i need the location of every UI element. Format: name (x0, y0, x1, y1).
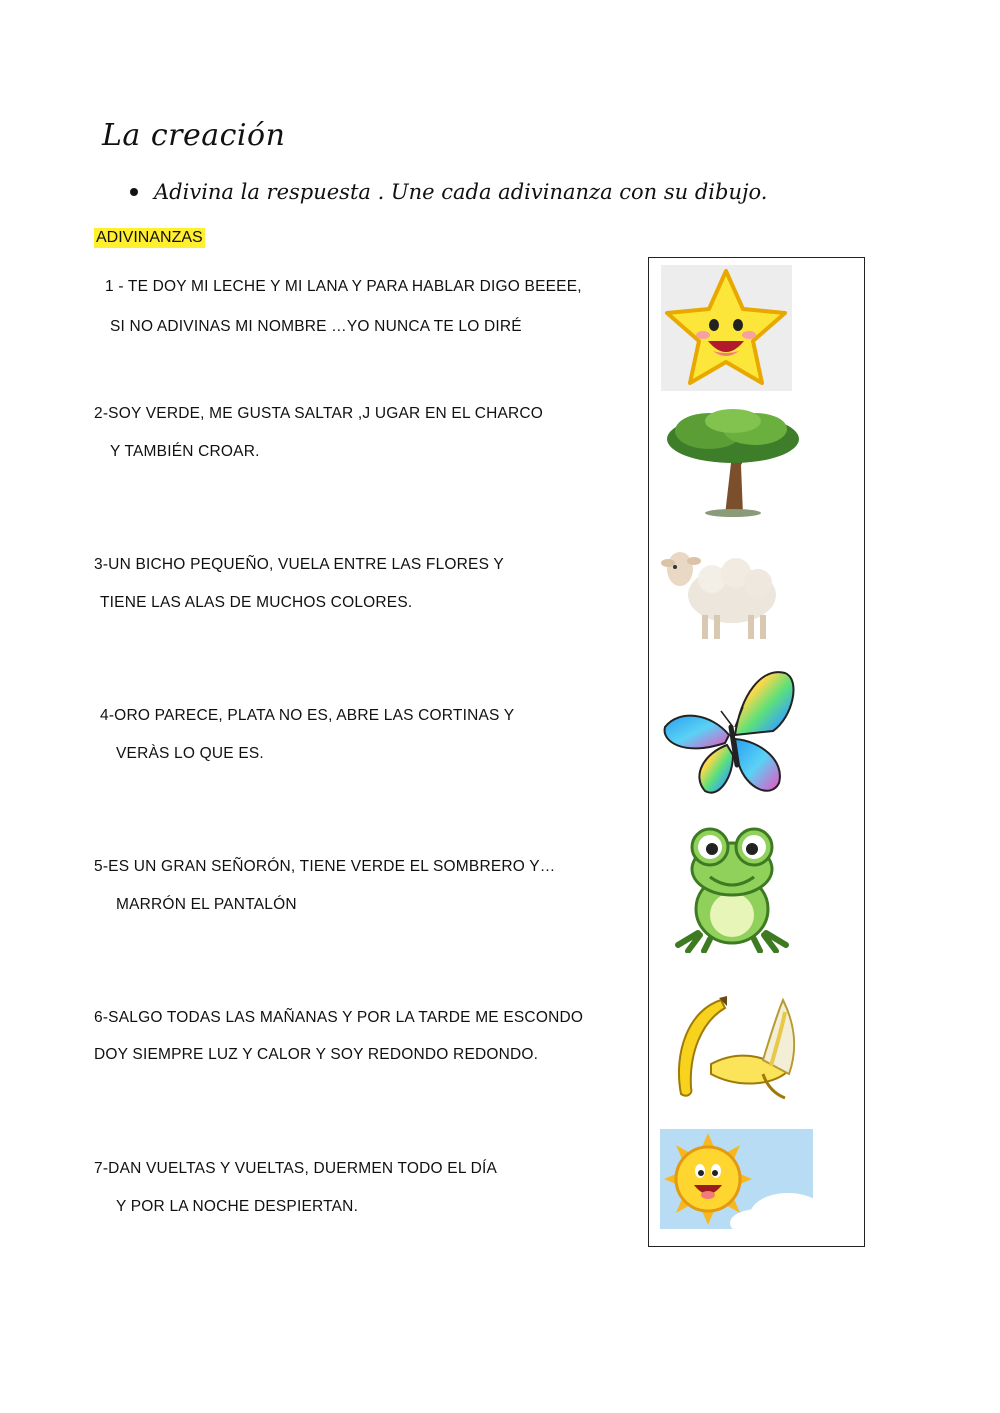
instruction-text: Adivina la respuesta . Une cada adivinanza con su dibujo. (154, 180, 768, 204)
riddle-6-line-1: 6-SALGO TODAS LAS MAÑANAS Y POR LA TARDE ME ESCONDO (94, 1009, 584, 1026)
frog-picture[interactable] (670, 823, 794, 953)
riddle-2-line-2: Y TAMBIÉN CROAR. (110, 443, 260, 460)
section-label: ADIVINANZAS (96, 229, 203, 246)
tree-picture[interactable] (663, 403, 801, 517)
riddle-3-line-2: TIENE LAS ALAS DE MUCHOS COLORES. (100, 594, 413, 611)
star-picture[interactable] (661, 265, 792, 391)
instruction (130, 180, 767, 204)
riddle-1-line-2: SI NO ADIVINAS MI NOMBRE …YO NUNCA TE LO DIRÉ (110, 318, 522, 335)
bullet-icon (130, 188, 138, 196)
butterfly-picture[interactable] (661, 665, 803, 801)
page-title: La creación (102, 118, 286, 153)
banana-picture[interactable] (667, 994, 809, 1100)
sun-picture[interactable] (660, 1129, 813, 1229)
riddle-7-line-2: Y POR LA NOCHE DESPIERTAN. (116, 1198, 359, 1215)
sheep-picture[interactable] (660, 543, 782, 643)
riddle-5-line-2: MARRÓN EL PANTALÓN (116, 896, 297, 913)
riddle-4-line-1: 4-ORO PARECE, PLATA NO ES, ABRE LAS CORTINAS Y (100, 707, 515, 724)
riddle-2-line-1: 2-SOY VERDE, ME GUSTA SALTAR ,J UGAR EN EL CHARCO (94, 405, 544, 422)
riddle-5-line-1: 5-ES UN GRAN SEÑORÓN, TIENE VERDE EL SOMBRERO Y… (94, 858, 556, 875)
riddle-6-line-2: DOY SIEMPRE LUZ Y CALOR Y SOY REDONDO REDONDO. (94, 1046, 539, 1063)
riddle-3-line-1: 3-UN BICHO PEQUEÑO, VUELA ENTRE LAS FLORES Y (94, 556, 504, 573)
riddle-4-line-2: VERÀS LO QUE ES. (116, 745, 264, 762)
riddle-1-line-1: 1 - TE DOY MI LECHE Y MI LANA Y PARA HABLAR DIGO BEEEE, (105, 278, 582, 295)
riddle-7-line-1: 7-DAN VUELTAS Y VUELTAS, DUERMEN TODO EL DÍA (94, 1160, 498, 1177)
